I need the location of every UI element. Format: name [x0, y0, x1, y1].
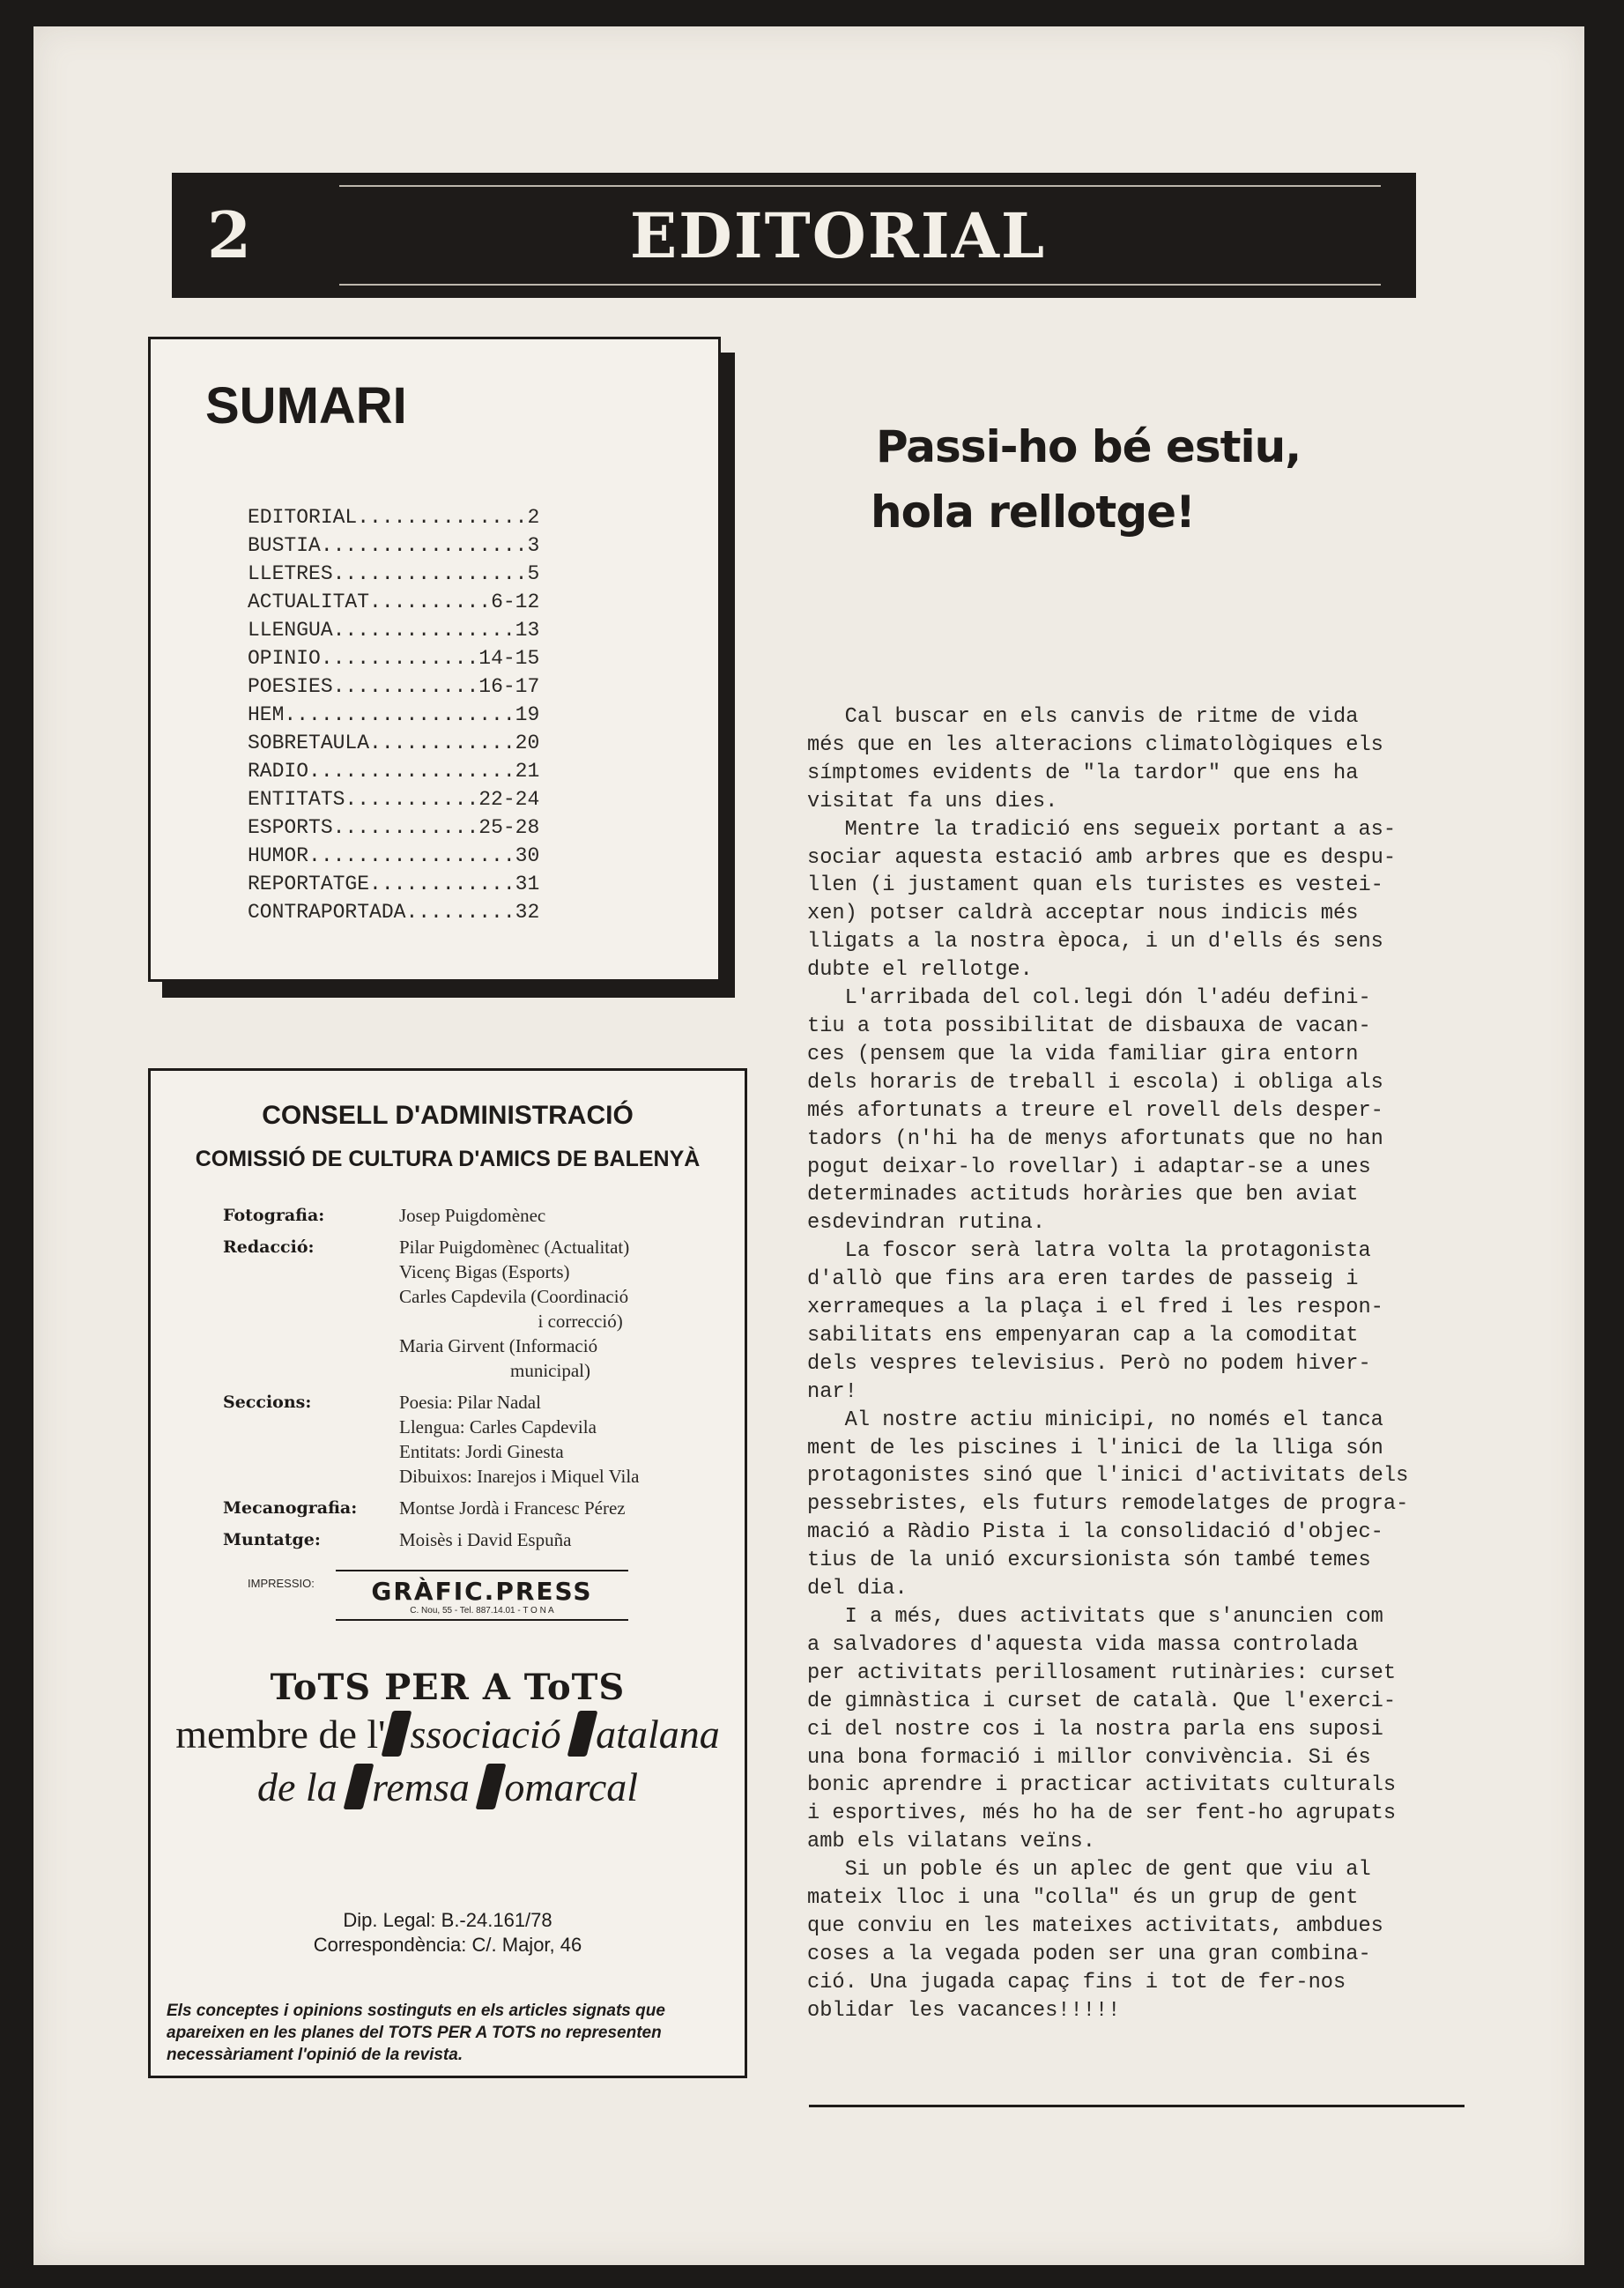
sumari-item-label: CONTRAPORTADA: [248, 901, 406, 924]
sumari-leader: ................: [332, 562, 528, 585]
article-line: pogut deixar-lo rovellar) i adaptar-se a unes: [807, 1155, 1371, 1179]
credits-subtitle: COMISSIÓ DE CULTURA D'AMICS DE BALENYÀ: [195, 1147, 701, 1171]
staff-names: [399, 1390, 640, 1489]
sumari-item-label: ESPORTS: [248, 816, 333, 839]
staff-name: Poesia: Pilar Nadal: [399, 1392, 541, 1413]
article-line: dels horaris de treball i escola) i obliga als: [807, 1070, 1383, 1095]
sumari-item-page: 22-24: [478, 788, 540, 811]
page-number: 2: [207, 197, 252, 272]
article-body: [807, 703, 1494, 2025]
staff-name: Maria Girvent (Informació: [399, 1335, 598, 1356]
article-line: mateix lloc i una "colla" és un grup de gent: [807, 1886, 1359, 1911]
sumari-item-label: POESIES: [248, 675, 333, 698]
article-line: mació a Ràdio Pista i la consolidació d'objec-: [807, 1520, 1383, 1545]
article-line: L'arribada del col.legi dón l'adéu defini-: [807, 986, 1371, 1011]
article-line: nar!: [807, 1379, 857, 1404]
sumari-item: [248, 870, 539, 898]
article-line: visitat fa uns dies.: [807, 789, 1058, 813]
association-a-mark-icon: [382, 1711, 412, 1757]
sumari-item-label: HUMOR: [248, 844, 309, 867]
membership-word-1: ssociació: [410, 1712, 561, 1757]
sumari-item: [248, 560, 539, 588]
article-headline: [871, 414, 1301, 545]
sumari-item-page: 32: [515, 901, 540, 924]
staff-name: municipal): [399, 1360, 590, 1381]
correspondence-address: Correspondència: C/. Major, 46: [313, 1934, 582, 1956]
article-line: xen) potser caldrà acceptar nous indicis més: [807, 902, 1359, 926]
masthead-rule-top: [339, 185, 1381, 187]
staff-role: Mecanografia:: [223, 1498, 358, 1518]
sumari-item: [248, 503, 539, 531]
sumari-item-page: 25-28: [478, 816, 540, 839]
printer-name: GRÀFIC.PRESS: [371, 1577, 593, 1606]
sumari-item-page: 30: [515, 844, 540, 867]
article-line: La foscor serà latra volta la protagonista: [807, 1239, 1371, 1264]
sumari-item: [248, 898, 539, 926]
article-line: Al nostre actiu minicipi, no només el tanca: [807, 1408, 1383, 1432]
sumari-leader: ...........: [345, 788, 479, 811]
disclaimer: Els conceptes i opinions sostinguts en els articles signats que apareixen en les planes del TOTS PER A TOTS no representen necessàriament l'opinió de la revista.: [167, 2002, 665, 2064]
sumari-item-page: 31: [515, 873, 540, 895]
staff-list: [223, 1203, 716, 1559]
sumari-item-page: 19: [515, 703, 540, 726]
staff-names: [399, 1527, 571, 1552]
sumari-item: [248, 813, 539, 842]
article-line: tiu a tota possibilitat de disbauxa de vacan-: [807, 1014, 1371, 1038]
sumari-leader: .........: [405, 901, 515, 924]
sumari-item-label: REPORTATGE: [248, 873, 370, 895]
sumari-item-page: 14-15: [478, 647, 540, 670]
article-line: oblidar les vacances!!!!!: [807, 1998, 1121, 2023]
sumari-item-page: 5: [527, 562, 540, 585]
sumari-leader: .................: [308, 760, 515, 783]
sumari-leader: ..............: [357, 506, 528, 529]
article-end-rule: [809, 2105, 1465, 2107]
staff-name: Josep Puigdomènec: [399, 1205, 546, 1226]
sumari-item: [248, 729, 539, 757]
staff-row: [223, 1390, 716, 1489]
article-line: coses a la vegada poden ser una gran combina-: [807, 1942, 1371, 1966]
staff-name: Dibuixos: Inarejos i Miquel Vila: [399, 1466, 640, 1487]
staff-names: [399, 1235, 629, 1383]
sumari-leader: ............: [332, 816, 479, 839]
article-line: sociar aquesta estació amb arbres que es despu-: [807, 845, 1397, 870]
article-line: una bona formació i millor convivència. Si és: [807, 1745, 1371, 1770]
section-masthead: [172, 173, 1416, 298]
staff-row: [223, 1203, 716, 1228]
article-line: tius de la unió excursionista són també temes: [807, 1549, 1371, 1573]
sumari-list: [248, 503, 539, 926]
membership-line-1: [151, 1708, 745, 1761]
sumari-box: [148, 337, 721, 982]
printer-logo: [336, 1570, 628, 1621]
sumari-item-page: 16-17: [478, 675, 540, 698]
sumari-item: [248, 672, 539, 701]
sumari-item: [248, 531, 539, 560]
sumari-item-label: OPINIO: [248, 647, 321, 670]
headline-line-1: Passi-ho bé estiu,: [876, 421, 1301, 472]
staff-names: [399, 1496, 626, 1520]
article-line: que conviu en les mateixes activitats, ambdues: [807, 1913, 1383, 1938]
article-line: xerrameques a la plaça i el fred i les respon-: [807, 1296, 1383, 1320]
article-line: amb els vilatans veïns.: [807, 1830, 1095, 1854]
article-line: més afortunats a treure el rovell dels desper-: [807, 1098, 1383, 1123]
sumari-item-label: LLENGUA: [248, 619, 333, 642]
association-c-mark-icon: [567, 1711, 598, 1757]
article-line: tadors (n'hi ha de menys afortunats que no han: [807, 1126, 1383, 1151]
article-line: a salvadores d'aquesta vida massa controlada: [807, 1632, 1359, 1657]
article-line: ces (pensem que la vida familiar gira entorn: [807, 1042, 1359, 1066]
article-line: ció. Una jugada capaç fins i tot de fer-nos: [807, 1970, 1346, 1995]
sumari-leader: .................: [320, 534, 528, 557]
membership-prefix: membre de l': [175, 1712, 386, 1757]
staff-name: Entitats: Jordi Ginesta: [399, 1441, 564, 1462]
credits-box: [148, 1068, 747, 2078]
sumari-item-label: ENTITATS: [248, 788, 345, 811]
article-line: símptomes evidents de "la tardor" que ens ha: [807, 761, 1359, 785]
sumari-leader: .............: [320, 647, 479, 670]
membership-line-2: [151, 1761, 745, 1814]
sumari-item-page: 20: [515, 732, 540, 754]
magazine-page: [33, 26, 1584, 2265]
sumari-item-page: 13: [515, 619, 540, 642]
sumari-item-label: LLETRES: [248, 562, 333, 585]
sumari-item: [248, 701, 539, 729]
article-line: bonic aprendre i practicar activitats culturals: [807, 1773, 1397, 1798]
staff-row: [223, 1235, 716, 1383]
printer-label: IMPRESSIO:: [248, 1577, 315, 1590]
headline-line-2: hola rellotge!: [871, 487, 1195, 538]
article-line: més que en les alteracions climatològiques els: [807, 732, 1383, 757]
sumari-item-page: 2: [527, 506, 540, 529]
staff-row: [223, 1496, 716, 1520]
sumari-leader: ............: [369, 732, 515, 754]
membership-word-2: atalana: [596, 1712, 720, 1757]
article-line: ment de les piscines i l'inici de la lliga són: [807, 1436, 1383, 1460]
staff-name: Moisès i David Espuña: [399, 1529, 572, 1550]
staff-name: Llengua: Carles Capdevila: [399, 1416, 597, 1437]
article-line: sabilitats ens empenyaran cap a la comoditat: [807, 1323, 1359, 1348]
article-line: pessebristes, els futurs remodelatges de progra-: [807, 1492, 1409, 1517]
sumari-item: [248, 588, 539, 616]
membership-word-3: remsa: [372, 1764, 470, 1809]
staff-names: [399, 1203, 545, 1228]
sumari-item-page: 6-12: [491, 591, 540, 613]
regional-c-mark-icon: [476, 1764, 507, 1809]
sumari-item: [248, 785, 539, 813]
section-title: EDITORIAL: [629, 199, 1047, 272]
sumari-item-label: EDITORIAL: [248, 506, 358, 529]
article-line: esdevindran rutina.: [807, 1211, 1046, 1236]
staff-name: Vicenç Bigas (Esports): [399, 1261, 570, 1282]
article-line: ci del nostre cos i la nostra parla ens suposi: [807, 1717, 1383, 1742]
sumari-leader: ..........: [369, 591, 492, 613]
membership-prefix-2: de la: [256, 1764, 337, 1809]
sumari-leader: ............: [332, 675, 479, 698]
article-line: Cal buscar en els canvis de ritme de vida: [807, 705, 1359, 729]
sumari-item-page: 21: [515, 760, 540, 783]
staff-role: Muntatge:: [223, 1530, 321, 1549]
staff-role: Redacció:: [223, 1237, 315, 1257]
staff-role: Seccions:: [223, 1393, 312, 1412]
sumari-item: [248, 757, 539, 785]
sumari-leader: ...............: [332, 619, 515, 642]
sumari-leader: ...................: [284, 703, 515, 726]
sumari-item-label: ACTUALITAT: [248, 591, 370, 613]
sumari-leader: ............: [369, 873, 515, 895]
article-line: per activitats perillosament rutinàries: curset: [807, 1660, 1397, 1685]
sumari-item-label: RADIO: [248, 760, 309, 783]
sumari-item: [248, 644, 539, 672]
article-line: del dia.: [807, 1577, 908, 1601]
legal-info: [151, 1908, 745, 1957]
printer-address: C. Nou, 55 - Tel. 887.14.01 - T O N A: [410, 1606, 554, 1616]
legal-deposit: Dip. Legal: B.-24.161/78: [343, 1909, 552, 1931]
article-line: i esportives, més ho ha de ser fent-ho agrupats: [807, 1801, 1397, 1826]
sumari-item-label: SOBRETAULA: [248, 732, 370, 754]
sumari-item: [248, 616, 539, 644]
article-line: lligats a la nostra època, i un d'ells és sens: [807, 930, 1383, 955]
sumari-item-page: 3: [527, 534, 540, 557]
press-p-mark-icon: [344, 1764, 374, 1809]
masthead-rule-bottom: [339, 284, 1381, 286]
credits-title: CONSELL D'ADMINISTRACIÓ: [262, 1101, 634, 1130]
sumari-item: [248, 842, 539, 870]
membership-word-4: omarcal: [504, 1764, 639, 1809]
staff-name: Pilar Puigdomènec (Actualitat): [399, 1237, 630, 1258]
staff-role: Fotografia:: [223, 1206, 325, 1225]
article-line: Mentre la tradició ens segueix portant a as-: [807, 817, 1397, 842]
sumari-item-label: HEM: [248, 703, 285, 726]
publication-name: ToTS PER A ToTS: [270, 1667, 626, 1708]
article-line: d'allò que fins ara eren tardes de passeig i: [807, 1267, 1359, 1292]
article-line: dubte el rellotge.: [807, 958, 1033, 983]
sumari-leader: .................: [308, 844, 515, 867]
staff-row: [223, 1527, 716, 1552]
article-line: Si un poble és un aplec de gent que viu al: [807, 1858, 1371, 1883]
article-line: determinades actituds horàries que ben aviat: [807, 1183, 1359, 1207]
sumari-item-label: BUSTIA: [248, 534, 321, 557]
sumari-title: SUMARI: [205, 377, 407, 435]
article-line: de gimnàstica i curset de català. Que l'exerci-: [807, 1689, 1397, 1713]
publication-brand: [151, 1667, 745, 1814]
staff-name: Carles Capdevila (Coordinació: [399, 1286, 629, 1307]
article-line: dels vespres televisius. Però no podem hiver-: [807, 1351, 1371, 1376]
article-line: llen (i justament quan els turistes es vestei-: [807, 873, 1383, 898]
article-line: I a més, dues activitats que s'anuncien com: [807, 1605, 1383, 1629]
article-line: protagonistes sinó que l'inici d'activitats dels: [807, 1464, 1409, 1489]
staff-name: i correcció): [399, 1311, 623, 1332]
staff-name: Montse Jordà i Francesc Pérez: [399, 1497, 626, 1519]
